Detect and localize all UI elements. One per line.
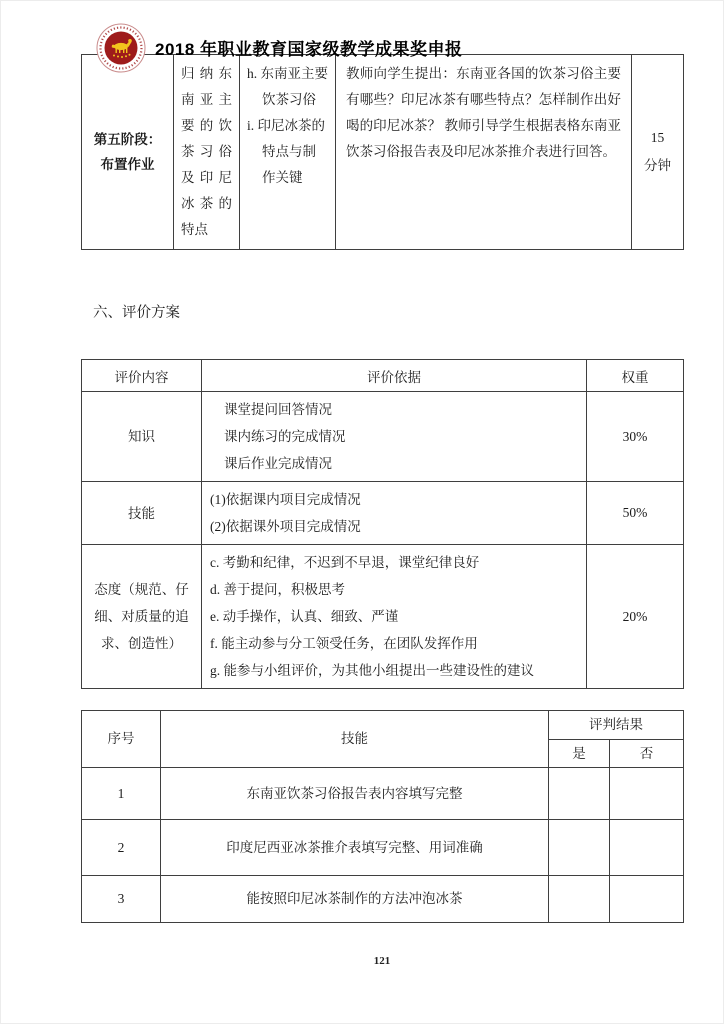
stage-point-item: i. 印尼冰茶的特点与制作关键 (247, 118, 326, 185)
header-eval-basis: 评价依据 (202, 360, 587, 392)
evaluation-row-attitude (82, 545, 684, 689)
basis-line: d. 善于提问，积极思考 (210, 582, 345, 597)
duration-minutes: 15 (650, 130, 665, 145)
header-eval-weight: 权重 (587, 360, 684, 392)
result-yes-cell (549, 876, 610, 923)
stage-table (81, 54, 684, 250)
skill-desc-cell: 印度尼西亚冰茶推介表填写完整、用词准确 (161, 820, 549, 876)
evaluation-row-knowledge (82, 392, 684, 482)
stage-goal-cell: 归纳东南亚主要的饮茶习俗及印尼冰茶的特点 (174, 55, 240, 250)
basis-line: c. 考勤和纪律，不迟到不早退，课堂纪律良好 (210, 555, 480, 570)
eval-weight-cell: 20% (587, 545, 684, 689)
skills-row (82, 768, 684, 820)
stage-duration-cell (632, 55, 684, 250)
basis-line: (1)依据课内项目完成情况 (210, 492, 361, 507)
eval-content-cell: 态度（规范、仔细、对质量的追求、创造性） (82, 545, 202, 689)
skill-desc-cell: 东南亚饮茶习俗报告表内容填写完整 (161, 768, 549, 820)
result-no-cell (610, 876, 684, 923)
stage-name-cell: 第五阶段：布置作业 (82, 55, 174, 250)
header-skill: 技能 (161, 711, 549, 768)
basis-line: g. 能参与小组评价，为其他小组提出一些建设性的建议 (210, 663, 534, 678)
basis-line: 课后作业完成情况 (224, 456, 332, 471)
basis-line: (2)依据课外项目完成情况 (210, 519, 361, 534)
eval-content-cell: 知识 (82, 392, 202, 482)
result-no-cell (610, 768, 684, 820)
header-eval-content: 评价内容 (82, 360, 202, 392)
skills-table (81, 710, 684, 923)
skill-index-cell: 2 (82, 820, 161, 876)
stage-table-row (82, 55, 684, 250)
eval-weight-cell: 50% (587, 482, 684, 545)
evaluation-header-row (82, 360, 684, 392)
stage-activity-cell: 教师向学生提出：东南亚各国的饮茶习俗主要有哪些？印尼冰茶有哪些特点？怎样制作出好喝的印尼冰茶？ 教师引导学生根据表格东南亚饮茶习俗报告表及印尼冰茶推介表进行回答。 (336, 55, 632, 250)
eval-basis-cell (202, 392, 587, 482)
result-no-cell (610, 820, 684, 876)
eval-basis-cell (202, 545, 587, 689)
skills-row (82, 820, 684, 876)
result-yes-cell (549, 820, 610, 876)
stage-point-item: h. 东南亚主要饮茶习俗 (247, 66, 328, 107)
skills-row (82, 876, 684, 923)
eval-content-cell: 技能 (82, 482, 202, 545)
header-result: 评判结果 (549, 711, 684, 740)
header-yes: 是 (549, 740, 610, 768)
school-seal-logo (96, 23, 146, 73)
skill-index-cell: 1 (82, 768, 161, 820)
evaluation-table (81, 359, 684, 689)
basis-line: e. 动手操作，认真、细致、严谨 (210, 609, 399, 624)
skill-desc-cell: 能按照印尼冰茶制作的方法冲泡冰茶 (161, 876, 549, 923)
page-header (81, 1, 683, 59)
page-content (81, 1, 683, 967)
school-seal-icon (96, 23, 146, 73)
section-title: 六、评价方案 (93, 305, 180, 321)
skill-index-cell: 3 (82, 876, 161, 923)
eval-weight-cell: 30% (587, 392, 684, 482)
evaluation-row-skill (82, 482, 684, 545)
page-number: 121 (373, 955, 391, 967)
basis-line: 课内练习的完成情况 (224, 429, 346, 444)
duration-unit: 分钟 (644, 158, 671, 173)
basis-line: f. 能主动参与分工领受任务，在团队发挥作用 (210, 636, 478, 651)
page-title: 2018 年职业教育国家级教学成果奖申报 (155, 40, 463, 59)
basis-line: 课堂提问回答情况 (224, 402, 332, 417)
header-index: 序号 (82, 711, 161, 768)
header-no: 否 (610, 740, 684, 768)
stage-points-cell (240, 55, 336, 250)
result-yes-cell (549, 768, 610, 820)
eval-basis-cell (202, 482, 587, 545)
skills-header-row-1 (82, 711, 684, 740)
